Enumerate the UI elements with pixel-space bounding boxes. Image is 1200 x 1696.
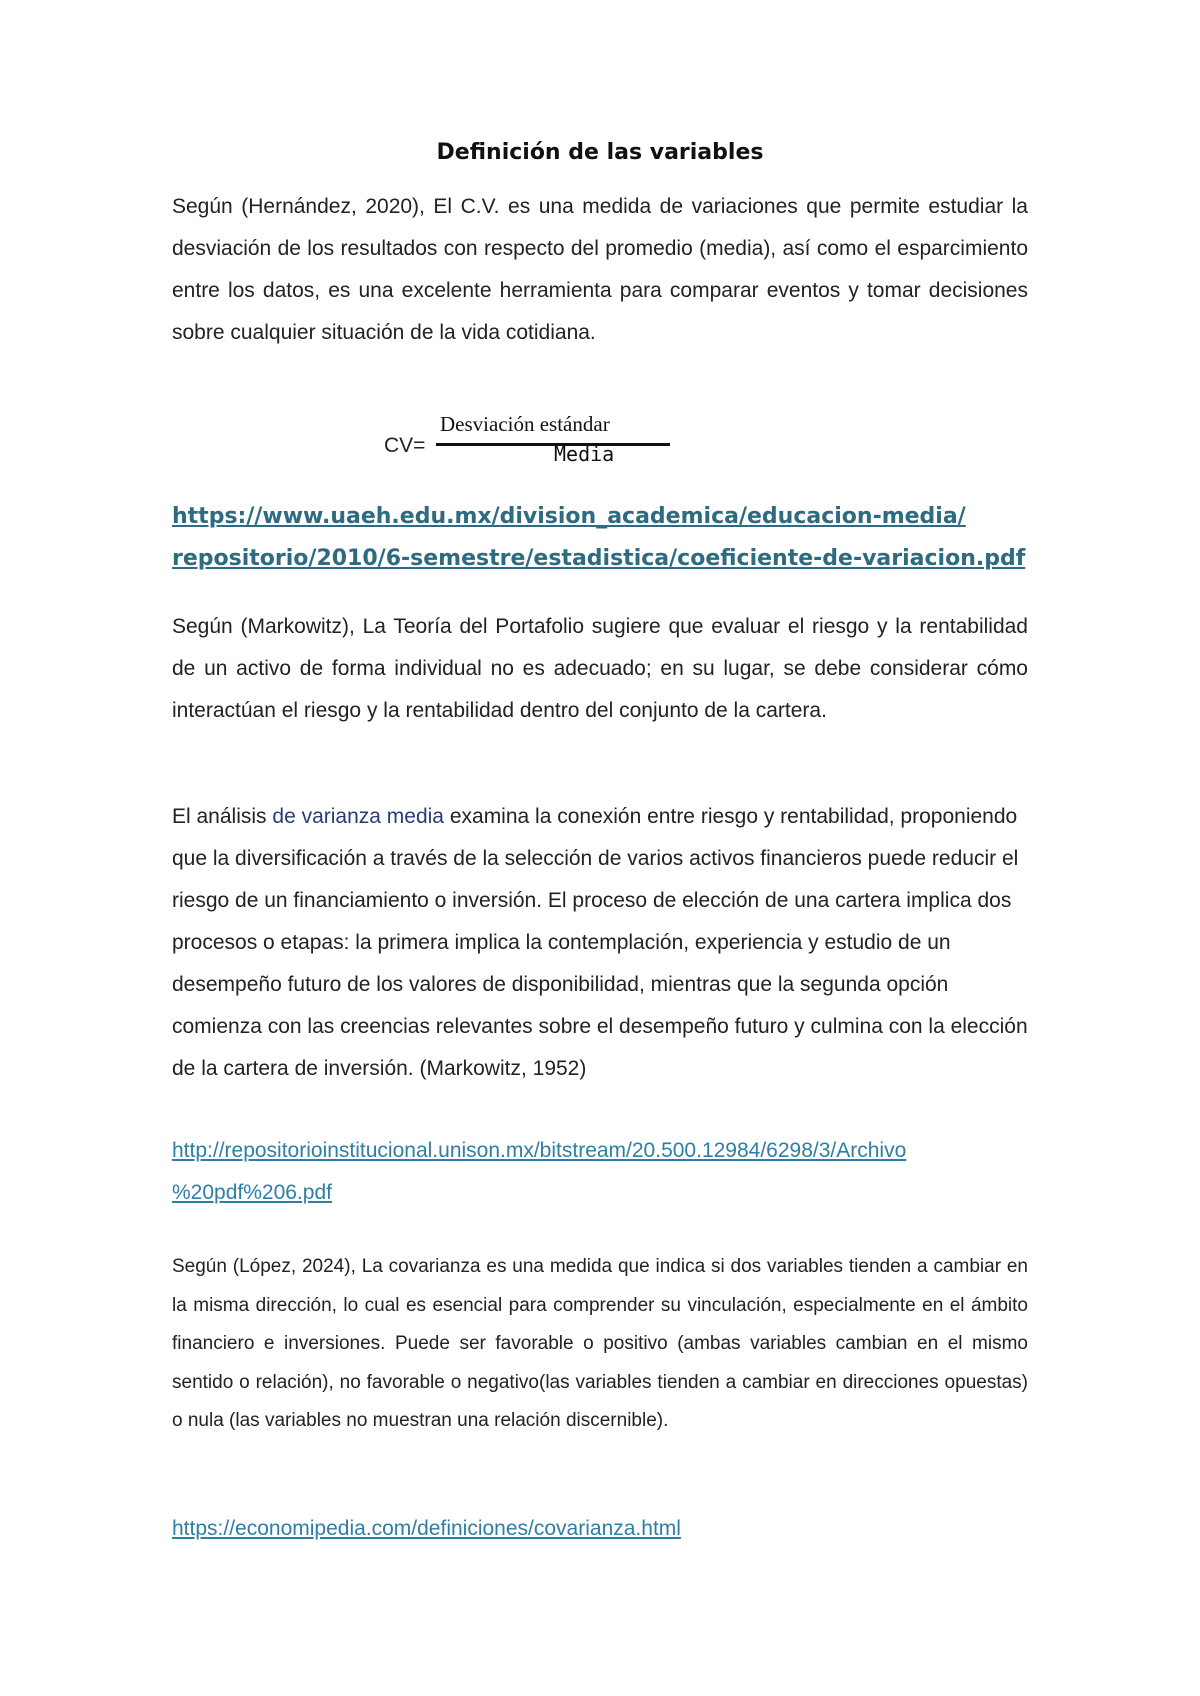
link-unison-reference[interactable] [172, 1130, 1052, 1214]
link-economipedia[interactable]: https://economipedia.com/definiciones/covarianza.html [172, 1517, 681, 1540]
formula-lhs: CV= [384, 434, 426, 457]
formula-denominator: Media [554, 442, 615, 466]
paragraph-covariance: Según (López, 2024), La covarianza es una medida que indica si dos variables tienden a cambiar en la misma dirección, lo cual es esencial para comprender su vinculación, especialmente en el ámbito financiero e inversiones. Puede ser favorable o positivo (ambas variables cambian en el mismo sentido o relación), no favorable o negativo(las variables tienden a cambiar en direcciones opuestas) o nula (las variables no muestran una relación discernible). [172, 1256, 1028, 1431]
link-economipedia-reference[interactable] [172, 1508, 681, 1550]
link-unison-line2[interactable]: %20pdf%206.pdf [172, 1181, 332, 1204]
cv-formula [384, 408, 684, 464]
page-title: Definición de las variables [436, 140, 764, 165]
link-uaeh-line1[interactable]: https://www.uaeh.edu.mx/division_academica/educacion-media/ [172, 504, 966, 529]
paragraph3-start: El análisis [172, 805, 273, 828]
link-uaeh-line2[interactable]: repositorio/2010/6-semestre/estadistica/coeficiente-de-variacion.pdf [172, 546, 1026, 571]
paragraph3-end: examina la conexión entre riesgo y rentabilidad, proponiendo que la diversificación a través de la selección de varios activos financieros puede reducir el riesgo de un financiamiento o inversión. El proceso de elección de una cartera implica dos procesos o etapas: la primera implica la contemplación, experiencia y estudio de un desempeño futuro de los valores de disponibilidad, mientras que la segunda opción comienza con las creencias relevantes sobre el desempeño futuro y culmina con la elección de la cartera de inversión. (Markowitz, 1952) [172, 805, 1028, 1080]
fraction-bar [436, 443, 670, 446]
link-uaeh-reference[interactable] [172, 496, 1032, 580]
link-unison-line1[interactable]: http://repositorioinstitucional.unison.mx/bitstream/20.500.12984/6298/3/Archivo [172, 1139, 907, 1162]
paragraph3-highlight: de varianza media [272, 805, 444, 828]
formula-numerator: Desviación estándar [440, 412, 610, 436]
paragraph-coefficient-of-variation: Según (Hernández, 2020), El C.V. es una medida de variaciones que permite estudiar la desviación de los resultados con respecto del promedio (media), así como el esparcimiento entre los datos, es una excelente herramienta para comparar eventos y tomar decisiones sobre cualquier situación de la vida cotidiana. [172, 195, 1028, 344]
paragraph-portfolio-theory: Según (Markowitz), La Teoría del Portafolio sugiere que evaluar el riesgo y la rentabilidad de un activo de forma individual no es adecuado; en su lugar, se debe considerar cómo interactúan el riesgo y la rentabilidad dentro del conjunto de la cartera. [172, 615, 1028, 722]
paragraph-mean-variance [172, 796, 1028, 1090]
